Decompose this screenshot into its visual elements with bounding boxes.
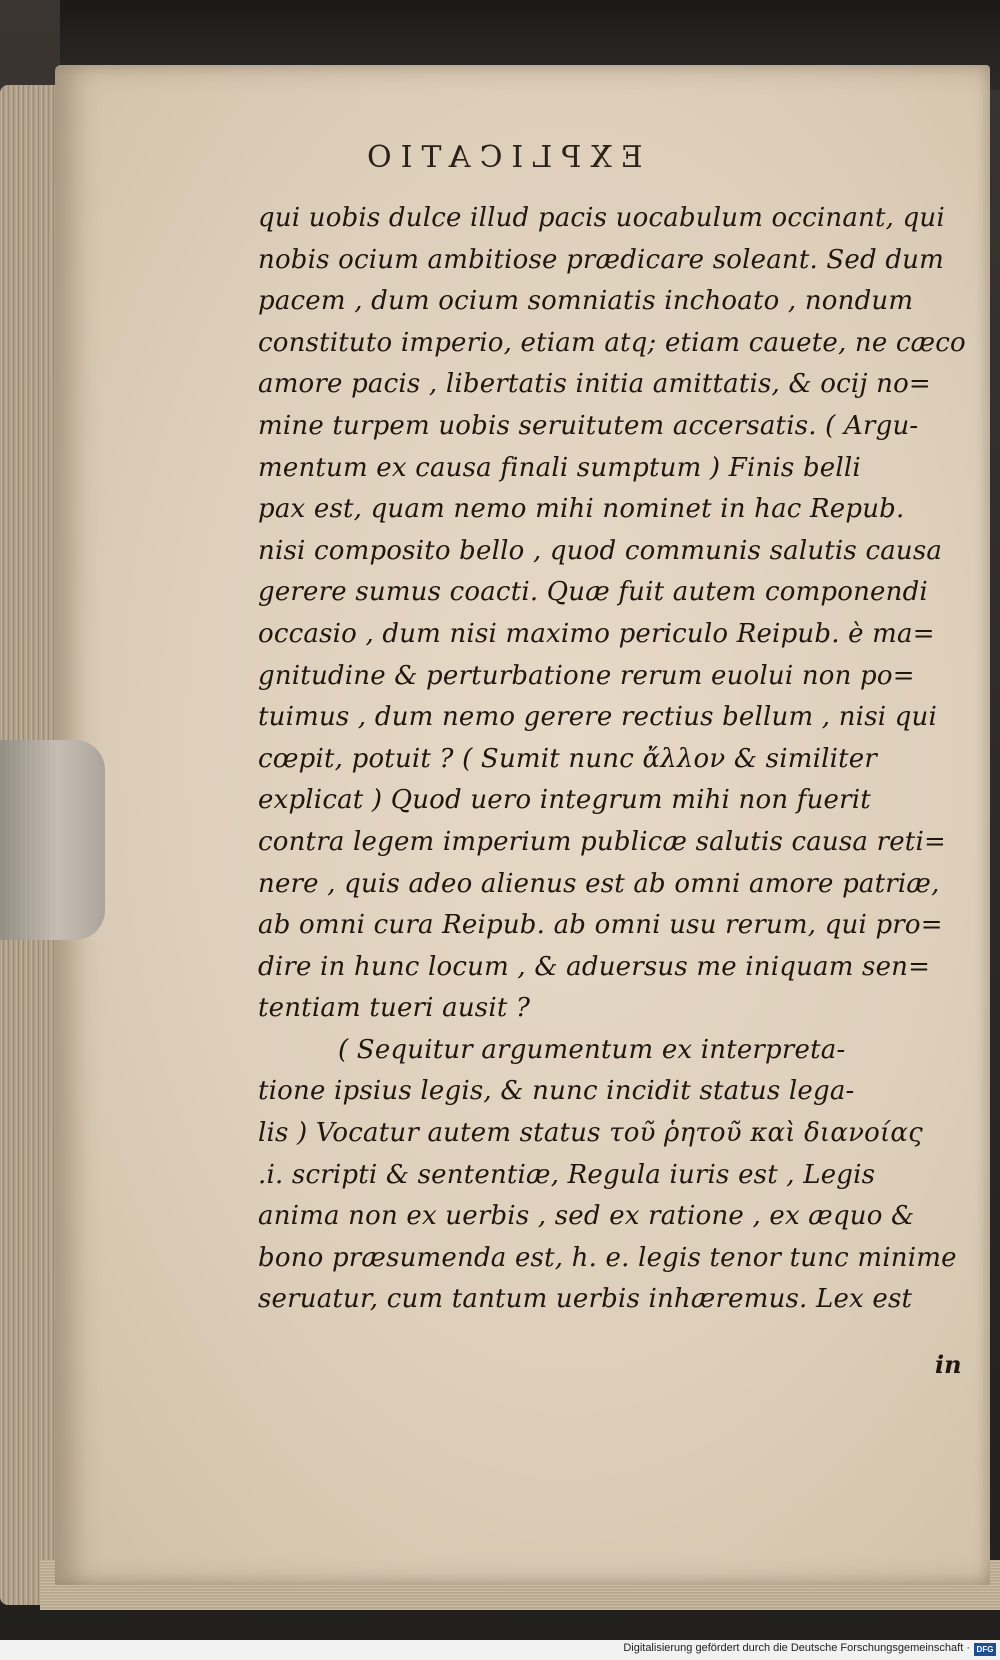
- footer-credit: Digitalisierung gefördert durch die Deutsche Forschungsgemeinschaft ·: [623, 1642, 970, 1654]
- text-line: tione ipsius legis, & nunc incidit status lega-: [258, 1076, 855, 1107]
- page-clip: [0, 740, 105, 940]
- text-line: tuimus , dum nemo gerere rectius bellum , nisi qui: [258, 702, 938, 733]
- text-line: contra legem imperium publicæ salutis causa reti=: [258, 826, 946, 857]
- text-line: gerere sumus coacti. Quæ fuit autem componendi: [258, 577, 928, 608]
- text-line: cœpit, potuit ? ( Sumit nunc ἄλλον & similiter: [258, 743, 878, 774]
- text-line: mine turpem uobis seruitutem accersatis. ( Argu-: [258, 410, 919, 441]
- text-line: explicat ) Quod uero integrum mihi non fuerit: [258, 785, 871, 816]
- text-line: nobis ocium ambitiose prædicare soleant. Sed dum: [258, 244, 944, 275]
- text-line: seruatur, cum tantum uerbis inhæremus. Lex est: [258, 1284, 913, 1315]
- text-line: .i. scripti & sententiæ, Regula iuris est , Legis: [258, 1159, 876, 1190]
- text-line: occasio , dum nisi maximo periculo Reipub. è ma=: [258, 618, 935, 649]
- text-line: gnitudine & perturbatione rerum euolui non po=: [258, 660, 915, 691]
- text-block: [258, 198, 966, 1321]
- text-line: ( Sequitur argumentum ex interpreta-: [338, 1034, 846, 1065]
- text-line: dire in hunc locum , & aduersus me iniquam sen=: [258, 951, 931, 982]
- text-line: tentiam tueri ausit ?: [258, 993, 531, 1024]
- text-line: ab omni cura Reipub. ab omni usu rerum, qui pro=: [258, 910, 943, 941]
- text-line: nere , quis adeo alienus est ab omni amore patriæ,: [258, 868, 940, 899]
- text-line: pacem , dum ocium somniatis inchoato , nondum: [258, 286, 914, 317]
- text-line: anima non ex uerbis , sed ex ratione , ex æquo &: [258, 1201, 915, 1232]
- text-line: nisi composito bello , quod communis salutis causa: [258, 535, 943, 566]
- text-line: bono præsumenda est, h. e. legis tenor tunc minime: [258, 1242, 957, 1273]
- text-line: mentum ex causa finali sumptum ) Finis belli: [258, 452, 861, 483]
- catchword: in: [935, 1350, 962, 1379]
- text-line: constituto imperio, etiam atq; etiam cauete, ne cæco: [258, 327, 966, 358]
- text-line: amore pacis , libertatis initia amittatis, & ocij no=: [258, 369, 931, 400]
- text-line: lis ) Vocatur autem status τοῦ ῥητοῦ καὶ διανοίας: [258, 1118, 923, 1149]
- running-head-text: EXPLICATIO: [357, 140, 643, 175]
- text-line: pax est, quam nemo mihi nominet in hac Repub.: [258, 494, 905, 525]
- dfg-logo: DFG: [974, 1643, 996, 1656]
- text-line: qui uobis dulce illud pacis uocabulum occinant, qui: [258, 203, 945, 233]
- running-head: [0, 140, 1000, 175]
